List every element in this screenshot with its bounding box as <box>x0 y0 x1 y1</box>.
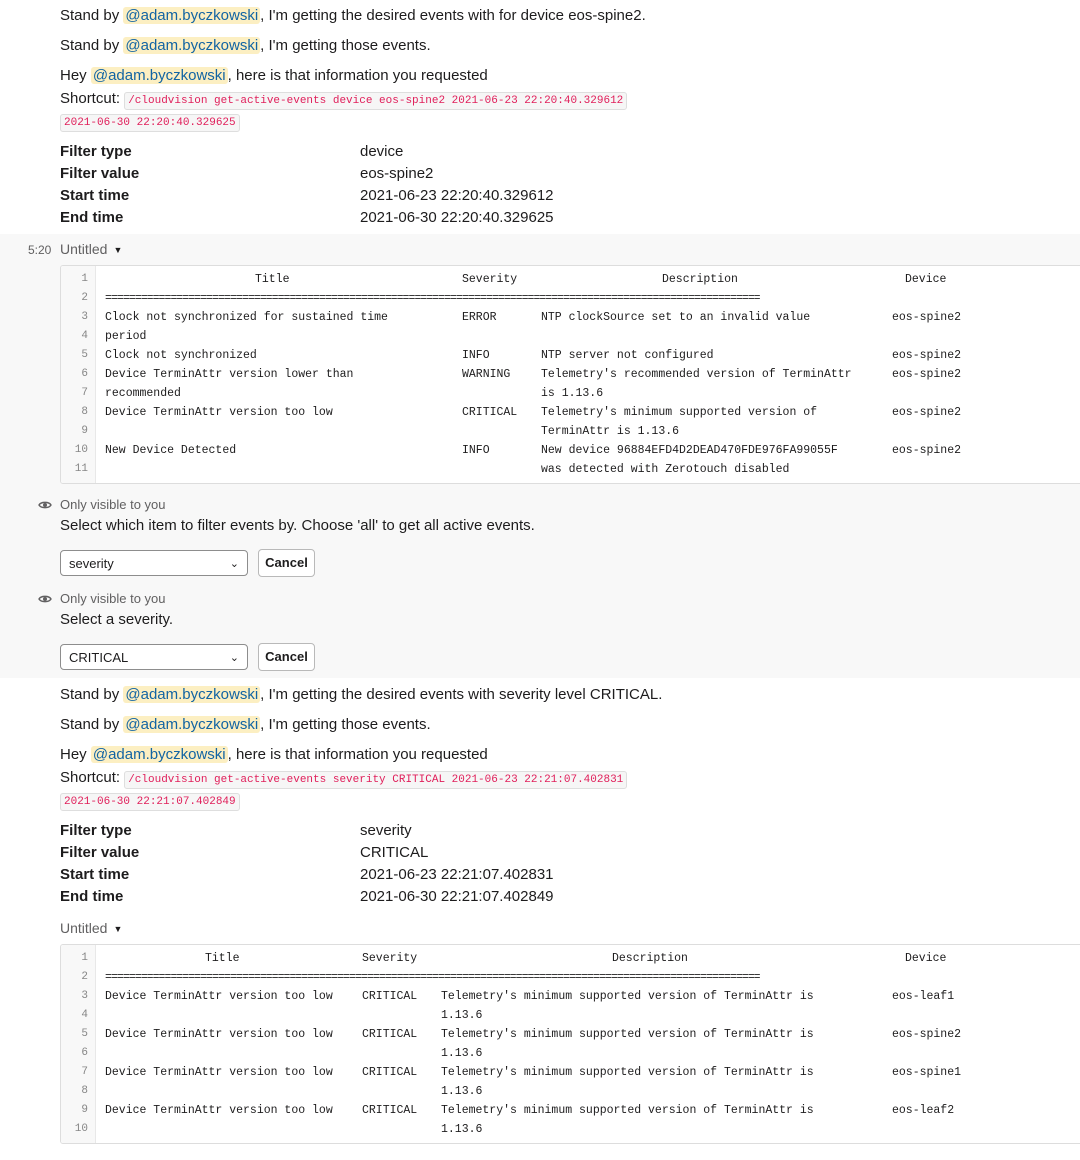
column-header-device: Device <box>905 273 947 286</box>
row-title-continued: period <box>105 330 147 343</box>
column-header-description: Description <box>612 952 688 965</box>
line-number: 10 <box>74 1123 88 1135</box>
field-value: 2021-06-30 22:20:40.329625 <box>360 209 554 226</box>
line-number: 9 <box>81 1104 88 1116</box>
row-device: eos-spine1 <box>892 1066 962 1079</box>
line-number: 1 <box>81 952 88 964</box>
line-number: 3 <box>81 990 88 1002</box>
row-device: eos-leaf1 <box>892 990 955 1003</box>
column-header-severity: Severity <box>462 273 518 286</box>
row-device: eos-spine2 <box>892 1028 962 1041</box>
row-description-continued: 1.13.6 <box>441 1085 483 1098</box>
line-number: 8 <box>81 1085 88 1097</box>
snippet-title[interactable]: Untitled ▼ <box>60 920 123 936</box>
message-timestamp[interactable]: 5:20 <box>28 243 52 257</box>
field-key: Start time <box>60 866 130 883</box>
field-key: Filter value <box>60 165 140 182</box>
line-number: 5 <box>81 349 88 361</box>
row-description: Telemetry's minimum supported version of TerminAttr is <box>441 990 814 1003</box>
row-device: eos-spine2 <box>892 349 962 362</box>
bot-message: Stand by @adam.byczkowski , I'm getting the desired events with severity level CRITICAL. <box>60 686 663 703</box>
row-severity: WARNING <box>462 368 511 381</box>
field-key: End time <box>60 888 124 905</box>
row-severity: INFO <box>462 444 490 457</box>
line-number: 1 <box>81 273 88 285</box>
column-header-title: Title <box>255 273 290 286</box>
code-snippet <box>60 265 1080 484</box>
row-description: Telemetry's minimum supported version of TerminAttr is <box>441 1028 814 1041</box>
row-title: Clock not synchronized for sustained time <box>105 311 388 324</box>
line-number: 2 <box>81 971 88 983</box>
field-key: Start time <box>60 187 130 204</box>
row-description-continued: 1.13.6 <box>441 1123 483 1136</box>
chevron-down-icon: ⌄ <box>229 652 239 664</box>
row-title: New Device Detected <box>105 444 237 457</box>
row-description-continued: TerminAttr is 1.13.6 <box>541 425 680 438</box>
bot-message: Stand by @adam.byczkowski , I'm getting those events. <box>60 716 431 733</box>
severity-select[interactable]: CRITICAL ⌄ <box>60 644 248 670</box>
user-mention[interactable]: @adam.byczkowski <box>125 716 259 733</box>
field-value: 2021-06-30 22:21:07.402849 <box>360 888 554 905</box>
user-mention[interactable]: @adam.byczkowski <box>92 67 226 84</box>
line-number: 9 <box>81 425 88 437</box>
eye-icon <box>38 592 52 606</box>
line-number: 4 <box>81 1009 88 1021</box>
line-number: 6 <box>81 1047 88 1059</box>
row-title: Device TerminAttr version too low <box>105 1104 333 1117</box>
prompt-text: Select a severity. <box>60 611 174 628</box>
row-description: NTP server not configured <box>541 349 714 362</box>
line-number: 6 <box>81 368 88 380</box>
prompt-text: Select which item to filter events by. Choose 'all' to get all active events. <box>60 517 535 534</box>
row-description: Telemetry's recommended version of TerminAttr <box>541 368 852 381</box>
eye-icon <box>38 498 52 512</box>
cancel-button[interactable]: Cancel <box>258 643 315 671</box>
user-mention[interactable]: @adam.byczkowski <box>92 746 226 763</box>
row-description: Telemetry's minimum supported version of TerminAttr is <box>441 1104 814 1117</box>
shortcut-line-continued <box>60 789 240 811</box>
column-header-severity: Severity <box>362 952 418 965</box>
user-mention[interactable]: @adam.byczkowski <box>125 686 259 703</box>
row-description-continued: 1.13.6 <box>441 1047 483 1060</box>
row-title: Clock not synchronized <box>105 349 257 362</box>
shortcut-command: /cloudvision get-active-events device eos-spine2 2021-06-23 22:20:40.329612 <box>124 92 627 110</box>
field-value: eos-spine2 <box>360 165 434 182</box>
field-key: Filter type <box>60 822 132 839</box>
column-header-description: Description <box>662 273 738 286</box>
row-severity: CRITICAL <box>362 1104 418 1117</box>
field-value: CRITICAL <box>360 844 429 861</box>
shortcut-label: Shortcut: <box>60 90 121 107</box>
field-key: Filter value <box>60 844 140 861</box>
line-number: 8 <box>81 406 88 418</box>
chevron-down-icon: ⌄ <box>229 558 239 570</box>
row-device: eos-spine2 <box>892 368 962 381</box>
row-severity: CRITICAL <box>362 1028 418 1041</box>
shortcut-command: /cloudvision get-active-events severity CRITICAL 2021-06-23 22:21:07.402831 <box>124 771 627 789</box>
row-severity: CRITICAL <box>362 1066 418 1079</box>
line-number: 7 <box>81 1066 88 1078</box>
row-device: eos-spine2 <box>892 406 962 419</box>
field-value: 2021-06-23 22:20:40.329612 <box>360 187 554 204</box>
bot-message: Hey @adam.byczkowski , here is that information you requested <box>60 746 488 763</box>
row-device: eos-leaf2 <box>892 1104 955 1117</box>
row-title: Device TerminAttr version too low <box>105 1028 333 1041</box>
row-title: Device TerminAttr version lower than <box>105 368 354 381</box>
shortcut-line-continued <box>60 110 240 132</box>
line-number: 5 <box>81 1028 88 1040</box>
row-description: NTP clockSource set to an invalid value <box>541 311 811 324</box>
row-title: Device TerminAttr version too low <box>105 990 333 1003</box>
shortcut-line <box>60 767 627 789</box>
column-header-device: Device <box>905 952 947 965</box>
user-mention[interactable]: @adam.byczkowski <box>125 7 259 24</box>
visibility-note: Only visible to you <box>60 497 166 512</box>
field-key: End time <box>60 209 124 226</box>
separator-line: ============================================================================================================== <box>105 292 760 305</box>
row-description-continued: 1.13.6 <box>441 1009 483 1022</box>
row-description: New device 96884EFD4D2DEAD470FDE976FA99055F <box>541 444 838 457</box>
bot-message: Stand by @adam.byczkowski , I'm getting those events. <box>60 37 431 54</box>
bot-message: Stand by @adam.byczkowski , I'm getting the desired events with for device eos-spine2. <box>60 7 646 24</box>
line-number: 7 <box>81 387 88 399</box>
row-title-continued: recommended <box>105 387 181 400</box>
row-severity: CRITICAL <box>462 406 518 419</box>
code-snippet <box>60 944 1080 1144</box>
row-description: Telemetry's minimum supported version of TerminAttr is <box>441 1066 814 1079</box>
separator-line: ============================================================================================================== <box>105 971 760 984</box>
row-description-continued: was detected with Zerotouch disabled <box>541 463 790 476</box>
visibility-note: Only visible to you <box>60 591 166 606</box>
row-description-continued: is 1.13.6 <box>541 387 604 400</box>
field-value: severity <box>360 822 412 839</box>
field-value: device <box>360 143 404 160</box>
line-number: 10 <box>74 444 88 456</box>
shortcut-label: Shortcut: <box>60 769 121 786</box>
row-severity: INFO <box>462 349 490 362</box>
caret-down-icon: ▼ <box>113 924 123 934</box>
bot-message: Hey @adam.byczkowski , here is that information you requested <box>60 67 488 84</box>
snippet-title[interactable]: Untitled ▼ <box>60 241 123 257</box>
row-device: eos-spine2 <box>892 444 962 457</box>
row-title: Device TerminAttr version too low <box>105 406 333 419</box>
shortcut-command-continued: 2021-06-30 22:20:40.329625 <box>60 114 240 132</box>
row-title: Device TerminAttr version too low <box>105 1066 333 1079</box>
user-mention[interactable]: @adam.byczkowski <box>125 37 259 54</box>
line-number: 3 <box>81 311 88 323</box>
caret-down-icon: ▼ <box>113 245 123 255</box>
field-key: Filter type <box>60 143 132 160</box>
field-value: 2021-06-23 22:21:07.402831 <box>360 866 554 883</box>
row-device: eos-spine2 <box>892 311 962 324</box>
filter-type-select[interactable]: severity ⌄ <box>60 550 248 576</box>
shortcut-line <box>60 88 627 110</box>
line-number: 2 <box>81 292 88 304</box>
line-number: 4 <box>81 330 88 342</box>
column-header-title: Title <box>205 952 240 965</box>
row-severity: CRITICAL <box>362 990 418 1003</box>
row-severity: ERROR <box>462 311 497 324</box>
row-description: Telemetry's minimum supported version of <box>541 406 818 419</box>
shortcut-command-continued: 2021-06-30 22:21:07.402849 <box>60 793 240 811</box>
line-number: 11 <box>74 463 88 475</box>
cancel-button[interactable]: Cancel <box>258 549 315 577</box>
